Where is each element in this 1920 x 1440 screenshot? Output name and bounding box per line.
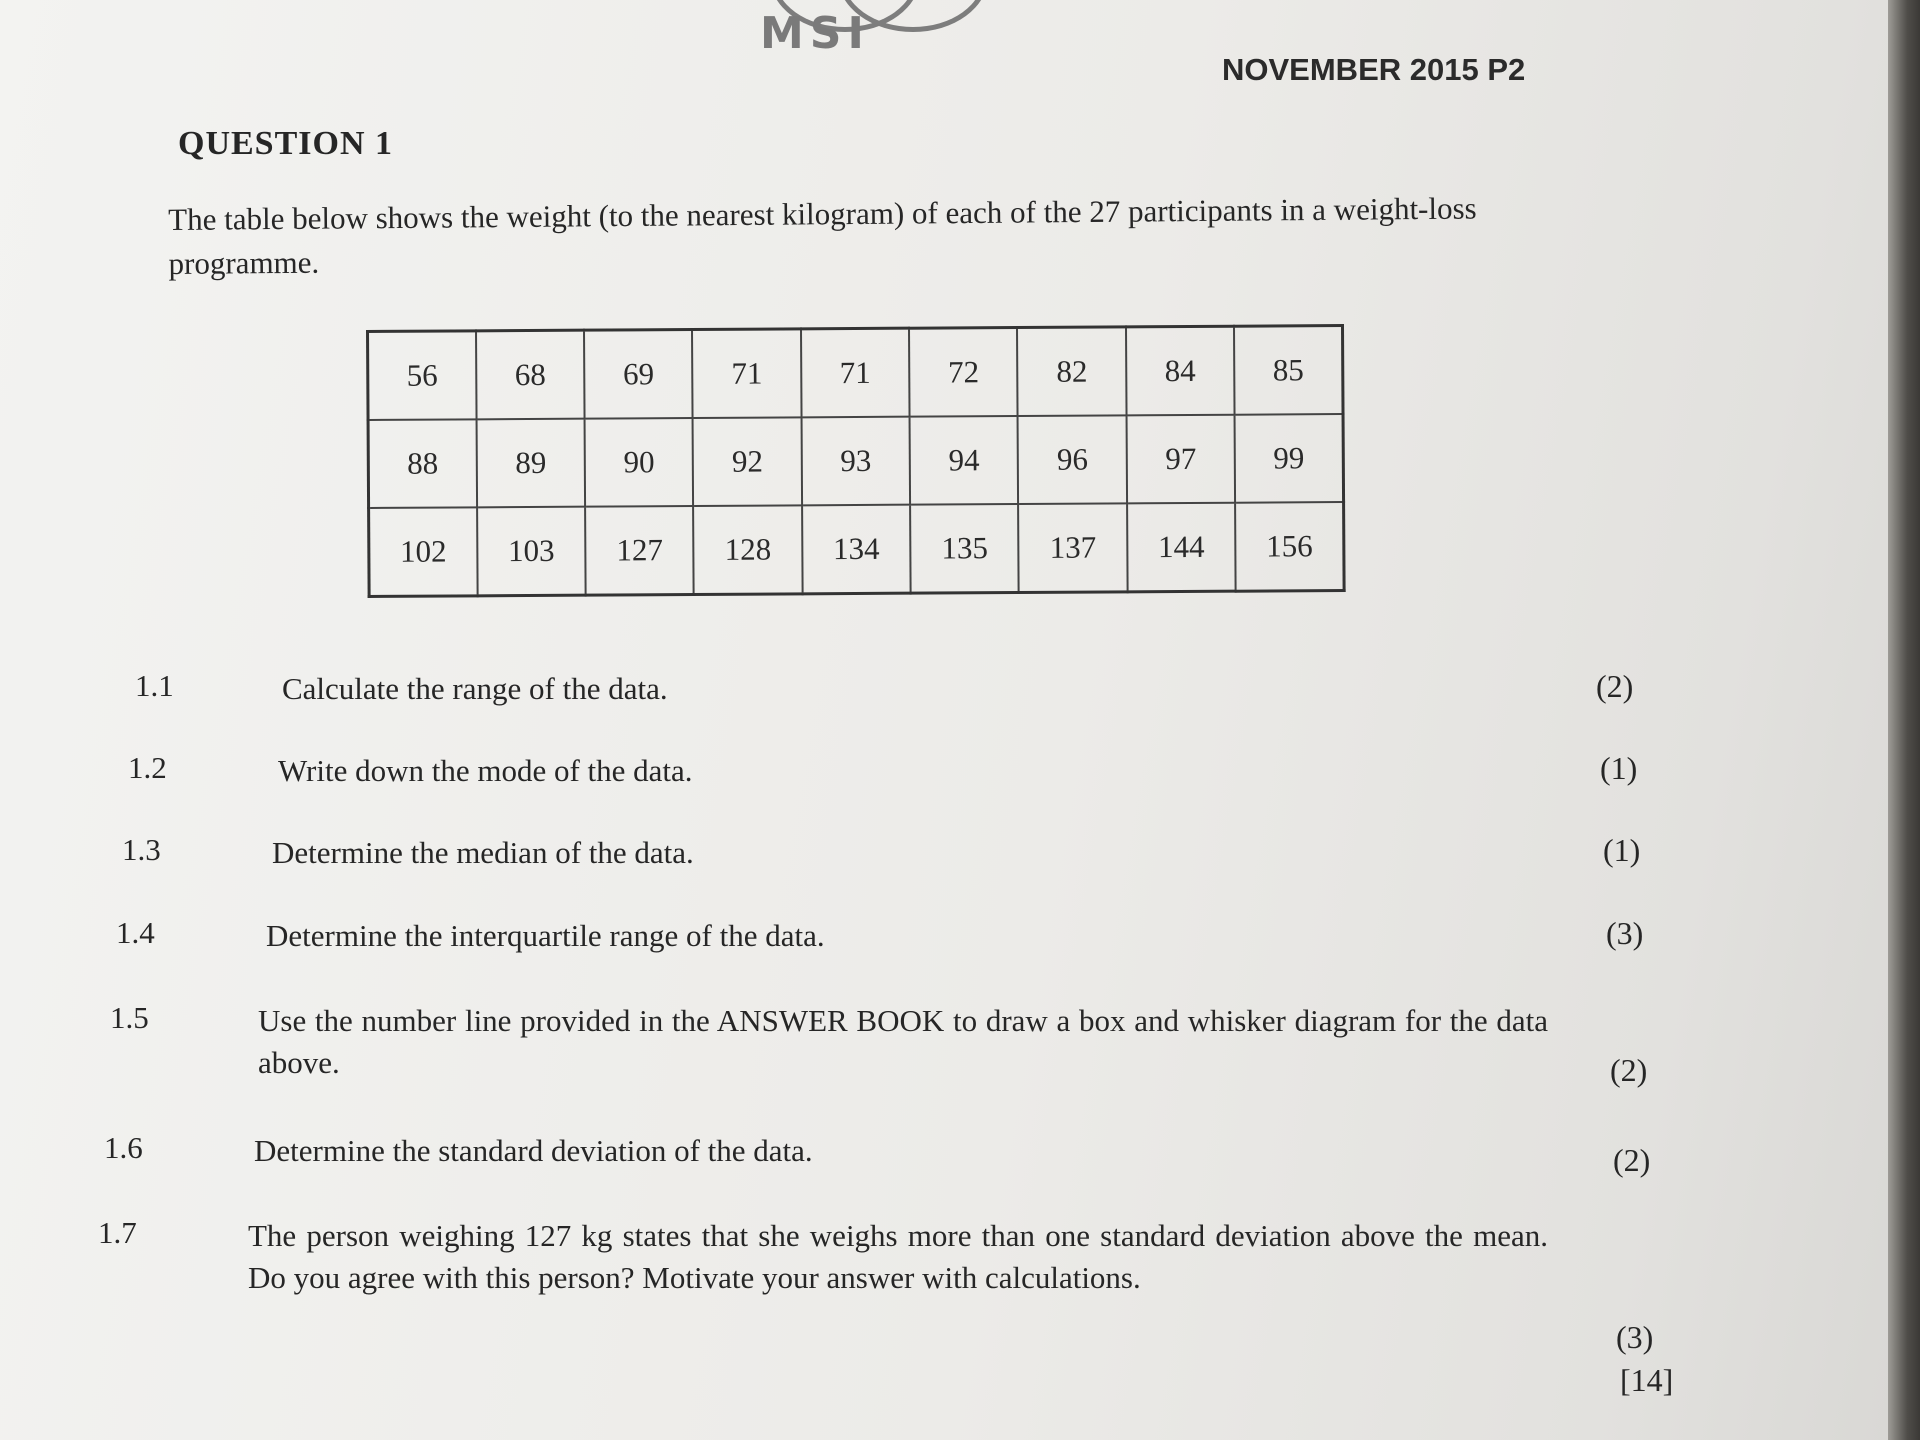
table-row [369, 502, 1345, 597]
table-cell: 96 [1018, 416, 1127, 504]
subquestion-number: 1.2 [128, 750, 167, 785]
subquestion-marks: (2) [1613, 1142, 1651, 1178]
table-cell: 93 [801, 417, 910, 505]
question-total-marks: [14] [1620, 1362, 1674, 1398]
weights-table [366, 324, 1346, 598]
table-cell: 90 [585, 418, 694, 506]
subquestion-1-6 [0, 1130, 1920, 1190]
subquestion-marks: (1) [1603, 832, 1641, 868]
table-row [368, 414, 1344, 508]
table-cell: 144 [1127, 502, 1236, 591]
subquestion-marks: (2) [1610, 1052, 1648, 1088]
table-cell: 88 [368, 420, 477, 508]
table-cell: 134 [802, 504, 911, 593]
table-cell: 156 [1235, 502, 1344, 591]
subquestion-number: 1.5 [110, 1000, 149, 1035]
exam-paper-title: NOVEMBER 2015 P2 [1222, 52, 1526, 87]
subquestion-1-7 [0, 1215, 1920, 1365]
question-title: QUESTION 1 [178, 125, 393, 162]
subquestion-number: 1.1 [135, 668, 174, 703]
table-cell: 71 [801, 328, 910, 417]
table-cell: 97 [1126, 415, 1235, 503]
subquestion-number: 1.7 [98, 1215, 137, 1250]
table-cell: 102 [369, 507, 478, 596]
subquestion-number: 1.3 [122, 832, 161, 867]
subquestion-1-1 [0, 668, 1920, 728]
table-cell: 72 [909, 328, 1018, 417]
subquestion-text: Use the number line provided in the ANSWER BOOK to draw a box and whisker diagram for the data above. [258, 1003, 1548, 1080]
subquestion-1-4 [0, 915, 1920, 975]
table-cell: 103 [477, 506, 586, 595]
table-cell: 99 [1235, 414, 1344, 502]
subquestion-text: The person weighing 127 kg states that she weighs more than one standard deviation above the mean. Do you agree with this person? Motivate your answer with calculations. [248, 1218, 1548, 1295]
table-cell: 92 [693, 418, 802, 506]
table-cell: 71 [692, 329, 801, 418]
subquestion-text: Write down the mode of the data. [278, 753, 693, 788]
school-logo-text: MSI [760, 8, 870, 59]
table-cell: 84 [1126, 326, 1235, 415]
table-cell: 135 [910, 504, 1019, 593]
subquestion-1-3 [0, 832, 1920, 892]
table-cell: 94 [910, 416, 1019, 504]
subquestion-marks: (3) [1606, 915, 1644, 951]
subquestion-number: 1.4 [116, 915, 155, 950]
table-cell: 128 [694, 505, 803, 594]
subquestion-marks: (2) [1596, 668, 1634, 704]
question-intro: The table below shows the weight (to the nearest kilogram) of each of the 27 participants in a weight-loss programme. [168, 190, 1477, 281]
table-cell: 82 [1017, 327, 1126, 416]
subquestion-1-2 [0, 750, 1920, 810]
table-cell: 69 [584, 330, 693, 419]
table-cell: 137 [1019, 503, 1128, 592]
table-cell: 85 [1234, 326, 1343, 415]
subquestion-number: 1.6 [104, 1130, 143, 1165]
table-cell: 68 [476, 330, 585, 419]
table-cell: 89 [476, 419, 585, 507]
table-cell: 56 [368, 331, 477, 420]
subquestion-marks: (3) [1616, 1319, 1654, 1355]
subquestion-text: Calculate the range of the data. [282, 671, 668, 706]
subquestion-marks: (1) [1600, 750, 1638, 786]
table-row [368, 326, 1344, 421]
subquestion-text: Determine the median of the data. [272, 835, 694, 870]
subquestion-text: Determine the standard deviation of the data. [254, 1133, 813, 1168]
subquestion-1-5 [0, 1000, 1920, 1110]
table-cell: 127 [585, 506, 694, 595]
subquestion-text: Determine the interquartile range of the data. [266, 918, 825, 953]
